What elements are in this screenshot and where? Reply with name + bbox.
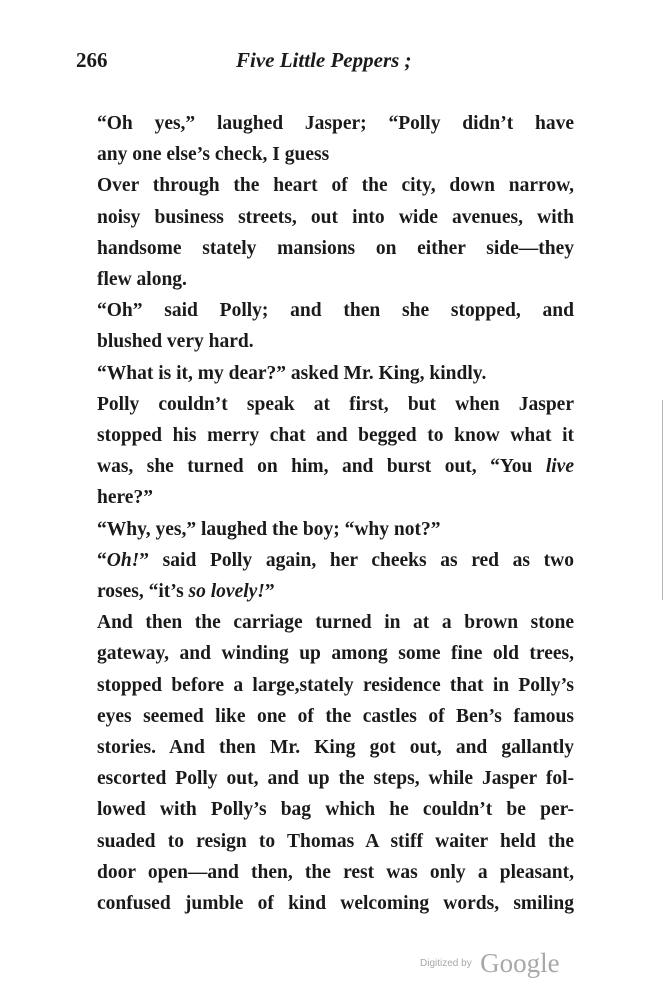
text-run: ” said Polly again, her cheeks as red as two [139,549,574,571]
text-line: stopped his merry chat and begged to know what it [97,425,574,447]
text-line: Polly couldn’t speak at first, but when Jasper [97,393,574,415]
digitized-watermark [420,948,560,979]
text-line [76,576,574,607]
paragraph-1 [76,108,574,170]
text-line: blushed very hard. [97,331,254,353]
body-text [76,108,574,919]
text-line: any one else’s check, I guess [97,144,330,166]
text-run: ” [264,581,275,603]
emphasis-text: Oh! [106,549,140,571]
text-line: lowed with Polly’s bag which he couldn’t be per- [97,799,574,821]
text-line: Over through the heart of the city, down narrow, [97,175,574,197]
page-edge-line [662,400,663,600]
text-line: confused jumble of kind welcoming words, smiling [97,893,574,915]
text-line [76,451,574,482]
paragraph-7 [76,545,574,607]
text-run: roses, “it’s [97,581,189,603]
text-line: stopped before a large,stately residence that in Polly’s [97,674,574,696]
text-line: flew along. [97,269,187,291]
paragraph-2 [76,170,574,295]
text-line: noisy business streets, out into wide avenues, with [97,206,574,228]
text-line: “Oh yes,” laughed Jasper; “Polly didn’t have [97,113,574,134]
text-line [76,545,574,576]
paragraph-4 [76,358,574,389]
text-line: eyes seemed like one of the castles of Ben’s famous [97,705,574,727]
paragraph-5 [76,389,574,514]
text-line: gateway, and winding up among some fine old trees, [97,643,574,665]
text-line: door open—and then, the rest was only a pleasant, [97,861,574,883]
emphasis-text: live [545,456,574,478]
text-line: “Oh” said Polly; and then she stopped, and [97,300,574,322]
page-header [76,48,576,78]
text-line: suaded to resign to Thomas A stiff waiter held the [97,830,574,852]
text-line: “Why, yes,” laughed the boy; “why not?” [97,518,441,540]
google-logo: Google [480,948,560,978]
text-run: was, she turned on him, and burst out, “You [97,456,546,478]
text-line: And then the carriage turned in at a brown stone [97,612,574,634]
paragraph-3 [76,295,574,357]
text-line: “What is it, my dear?” asked Mr. King, kindly. [97,362,487,384]
text-line: here?” [97,487,153,509]
emphasis-text: so lovely! [188,581,265,603]
text-run: “ [97,549,107,571]
text-line: handsome stately mansions on either side—they [97,237,574,259]
running-title: Five Little Peppers ; [236,48,412,72]
text-line: escorted Polly out, and up the steps, while Jasper fol- [97,768,574,790]
watermark-prefix: Digitized by [420,958,472,969]
page-number: 266 [76,48,108,72]
paragraph-6 [76,514,574,545]
paragraph-8 [76,607,574,919]
text-line: stories. And then Mr. King got out, and gallantly [97,737,574,759]
